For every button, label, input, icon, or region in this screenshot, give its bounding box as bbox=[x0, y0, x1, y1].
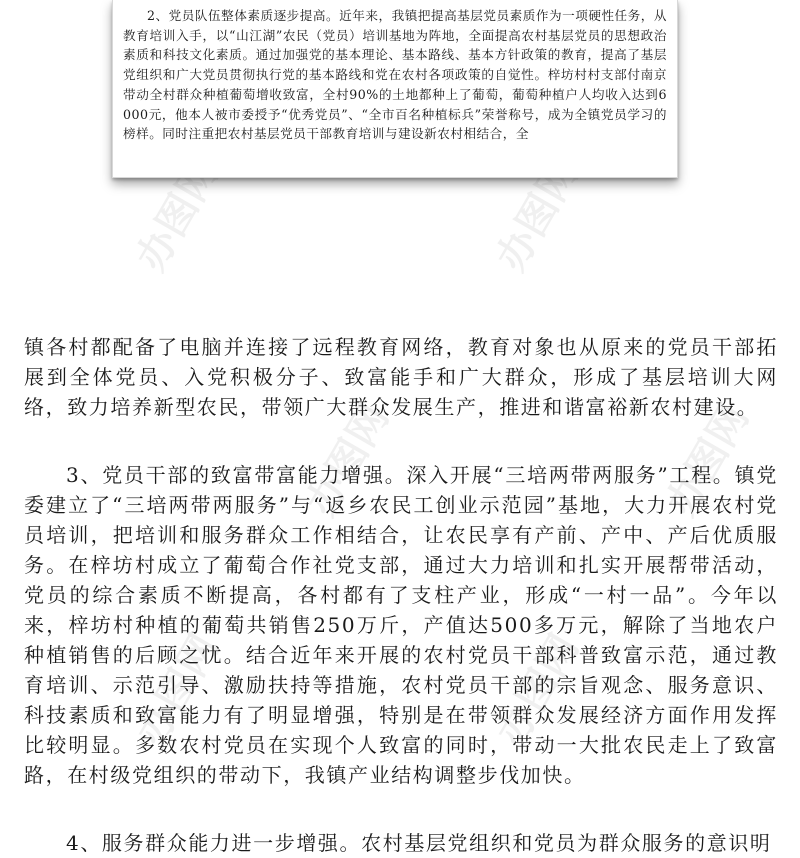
watermark-logo: 办图网 bbox=[128, 626, 228, 754]
watermark-logo: 办图网 bbox=[488, 626, 588, 754]
body-paragraph-2: 3、党员干部的致富带富能力增强。深入开展“三培两带两服务”工程。镇党委建立了“三培两带两服务”与“返乡农民工创业示范园”基地，大力开展农村党员培训，把培训和服务群众工作相结合，让农民享有产前、产中、产后优质服务。在梓坊村成立了葡萄合作社党支部，通过大力培训和扎实开展帮带活动，党员的综合素质不断提高，各村都有了支柱产业，形成“一村一品”。今年以来，梓坊村种植的葡萄共销售250万斤，产值达500多万元，解除了当地农户种植销售的后顾之忧。结合近年来开展的农村党员干部科普致富示范，通过教育培训、示范引导、激励扶持等措施，农村党员干部的宗旨观念、服务意识、科技素质和致富能力有了明显增强，特别是在带领群众发展经济方面作用发挥比较明显。多数农村党员在实现个人致富的同时，带动一大批农民走上了致富路，在村级党组织的带动下，我镇产业结构调整步伐加快。 bbox=[24, 463, 778, 787]
body-paragraph-3: 4、服务群众能力进一步增强。农村基层党组织和党员为群众服务的意识明 bbox=[66, 831, 772, 855]
document-body bbox=[24, 332, 778, 858]
watermark-logo: 办图网 bbox=[128, 151, 228, 279]
watermark-logo: 办图网 bbox=[298, 396, 398, 524]
page-preview-card bbox=[112, 0, 678, 178]
body-paragraph-1: 镇各村都配备了电脑并连接了远程教育网络，教育对象也从原来的党员干部拓展到全体党员、入党积极分子、致富能手和广大群众，形成了基层培训大网络，致力培养新型农民，带领广大群众发展生产，推进和谐富裕新农村建设。 bbox=[24, 335, 778, 419]
watermark-logo: 办图网 bbox=[488, 151, 588, 279]
watermark-logo: 办图网 bbox=[658, 396, 758, 524]
preview-paragraph: 2、党员队伍整体素质逐步提高。近年来，我镇把提高基层党员素质作为一项硬性任务，从教育培训入手，以“山江湖”农民（党员）培训基地为阵地，全面提高农村基层党员的思想政治素质和科技文化素质。通过加强党的基本理论、基本路线、基本方针政策的教育，提高了基层党组织和广大党员贯彻执行党的基本路线和党在农村各项政策的自觉性。梓坊村村支部付南京带动全村群众种植葡萄增收致富，全村90%的土地都种上了葡萄，葡萄种植户人均收入达到6000元，他本人被市委授予“优秀党员”、“全市百名种植标兵”荣誉称号，成为全镇党员学习的榜样。同时注重把农村基层党员干部教育培训与建设新农村相结合，全 bbox=[123, 8, 667, 142]
